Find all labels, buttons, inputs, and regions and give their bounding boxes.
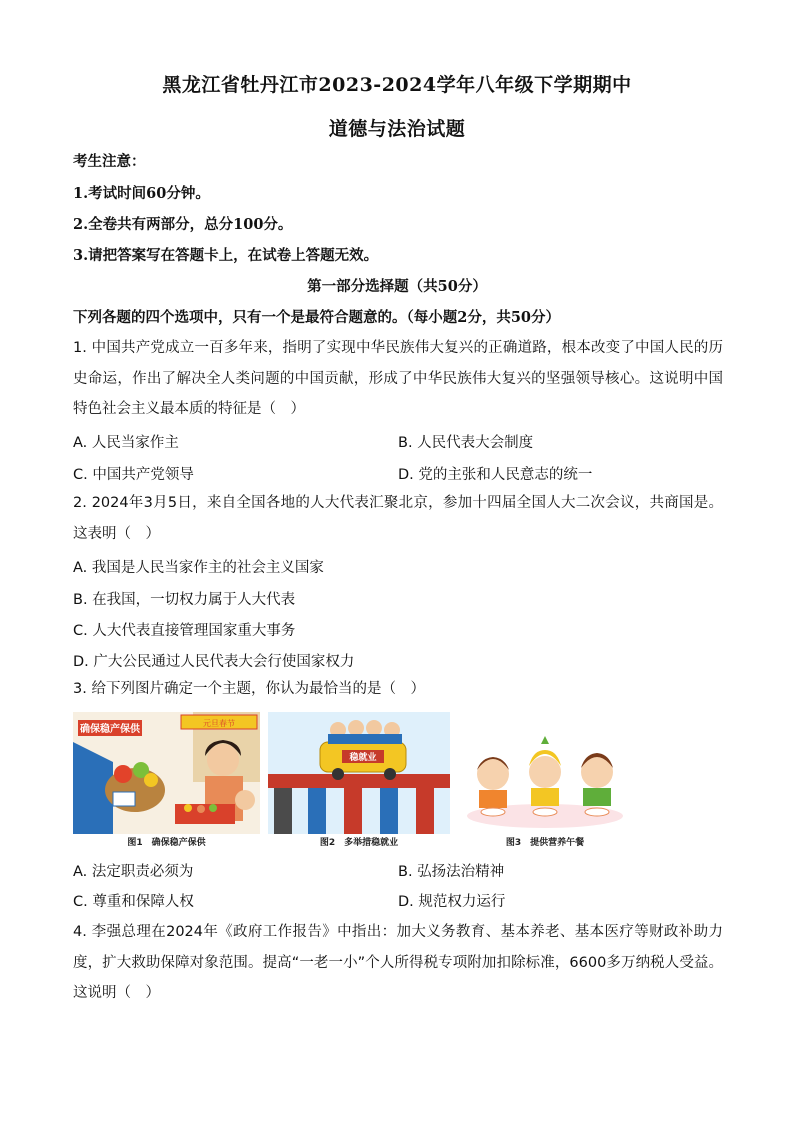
figure-3: [465, 712, 625, 850]
part1-title: 第一部分选择题（共50分）: [307, 278, 487, 295]
question-2-option-b[interactable]: B. 在我国，一切权力属于人大代表: [73, 592, 296, 608]
notice-heading: 考生注意：: [73, 153, 146, 170]
question-2-option-a[interactable]: A. 我国是人民当家作主的社会主义国家: [73, 560, 324, 576]
question-3-option-c[interactable]: C. 尊重和保障人权: [73, 894, 194, 910]
figure-3-illustration: [465, 712, 625, 834]
question-3-option-d[interactable]: D. 规范权力运行: [398, 894, 506, 910]
question-3-stem: 3. 给下列图片确定一个主题，你认为最恰当的是（ ）: [73, 681, 425, 697]
figure-2-caption: 图2 多举措稳就业: [319, 838, 399, 848]
figure-2-bus-label: 稳就业: [349, 753, 377, 763]
question-3-figures: [73, 712, 723, 850]
question-2-stem: 2. 2024年3月5日，来自全国各地的人大代表汇聚北京，参加十四届全国人大二次会议，共商国是。这表明（ ）: [73, 495, 723, 542]
question-1-option-d[interactable]: D. 党的主张和人民意志的统一: [398, 467, 593, 483]
figure-1-illustration: [73, 712, 260, 834]
figure-2-illustration: [268, 712, 450, 834]
figure-2: [268, 712, 450, 850]
question-1-option-c[interactable]: C. 中国共产党领导: [73, 467, 194, 483]
figure-1: [73, 712, 260, 850]
figure-1-sign: 元旦春节: [203, 719, 235, 728]
question-2-option-c[interactable]: C. 人大代表直接管理国家重大事务: [73, 623, 296, 639]
part1-instruction: 下列各题的四个选项中，只有一个是最符合题意的。（每小题2分，共50分）: [73, 309, 561, 326]
question-3-option-b[interactable]: B. 弘扬法治精神: [398, 864, 505, 880]
notice-item-2: 2.全卷共有两部分，总分100分。: [73, 216, 293, 233]
notice-item-3: 3.请把答案写在答题卡上，在试卷上答题无效。: [73, 247, 379, 264]
question-1-option-a[interactable]: A. 人民当家作主: [73, 435, 179, 451]
question-1-option-b[interactable]: B. 人民代表大会制度: [398, 435, 534, 451]
figure-3-caption: 图3 提供营养午餐: [505, 838, 585, 848]
figure-1-caption: 图1 确保稳产保供: [127, 838, 206, 848]
question-1-stem: 1. 中国共产党成立一百多年来，指明了实现中华民族伟大复兴的正确道路，根本改变了中国人民的历史命运，作出了解决全人类问题的中国贡献，形成了中华民族伟大复兴的坚强领导核心。这说明中国特色社会主义最本质的特征是（ ）: [73, 340, 723, 417]
question-4-stem: 4. 李强总理在2024年《政府工作报告》中指出：加大义务教育、基本养老、基本医疗等财政补助力度，扩大救助保障对象范围。提高“一老一小”个人所得税专项附加扣除标准，6600多万纳税人受益。这说明（ ）: [73, 924, 723, 1001]
question-2-option-d[interactable]: D. 广大公民通过人民代表大会行使国家权力: [73, 654, 355, 670]
exam-title-line1: 黑龙江省牡丹江市2023-2024学年八年级下学期期中: [162, 74, 632, 96]
figure-1-banner: 确保稳产保供: [80, 724, 140, 735]
question-3-option-a[interactable]: A. 法定职责必须为: [73, 864, 194, 880]
exam-title-line2: 道德与法治试题: [328, 118, 466, 140]
notice-item-1: 1.考试时间60分钟。: [73, 185, 210, 202]
